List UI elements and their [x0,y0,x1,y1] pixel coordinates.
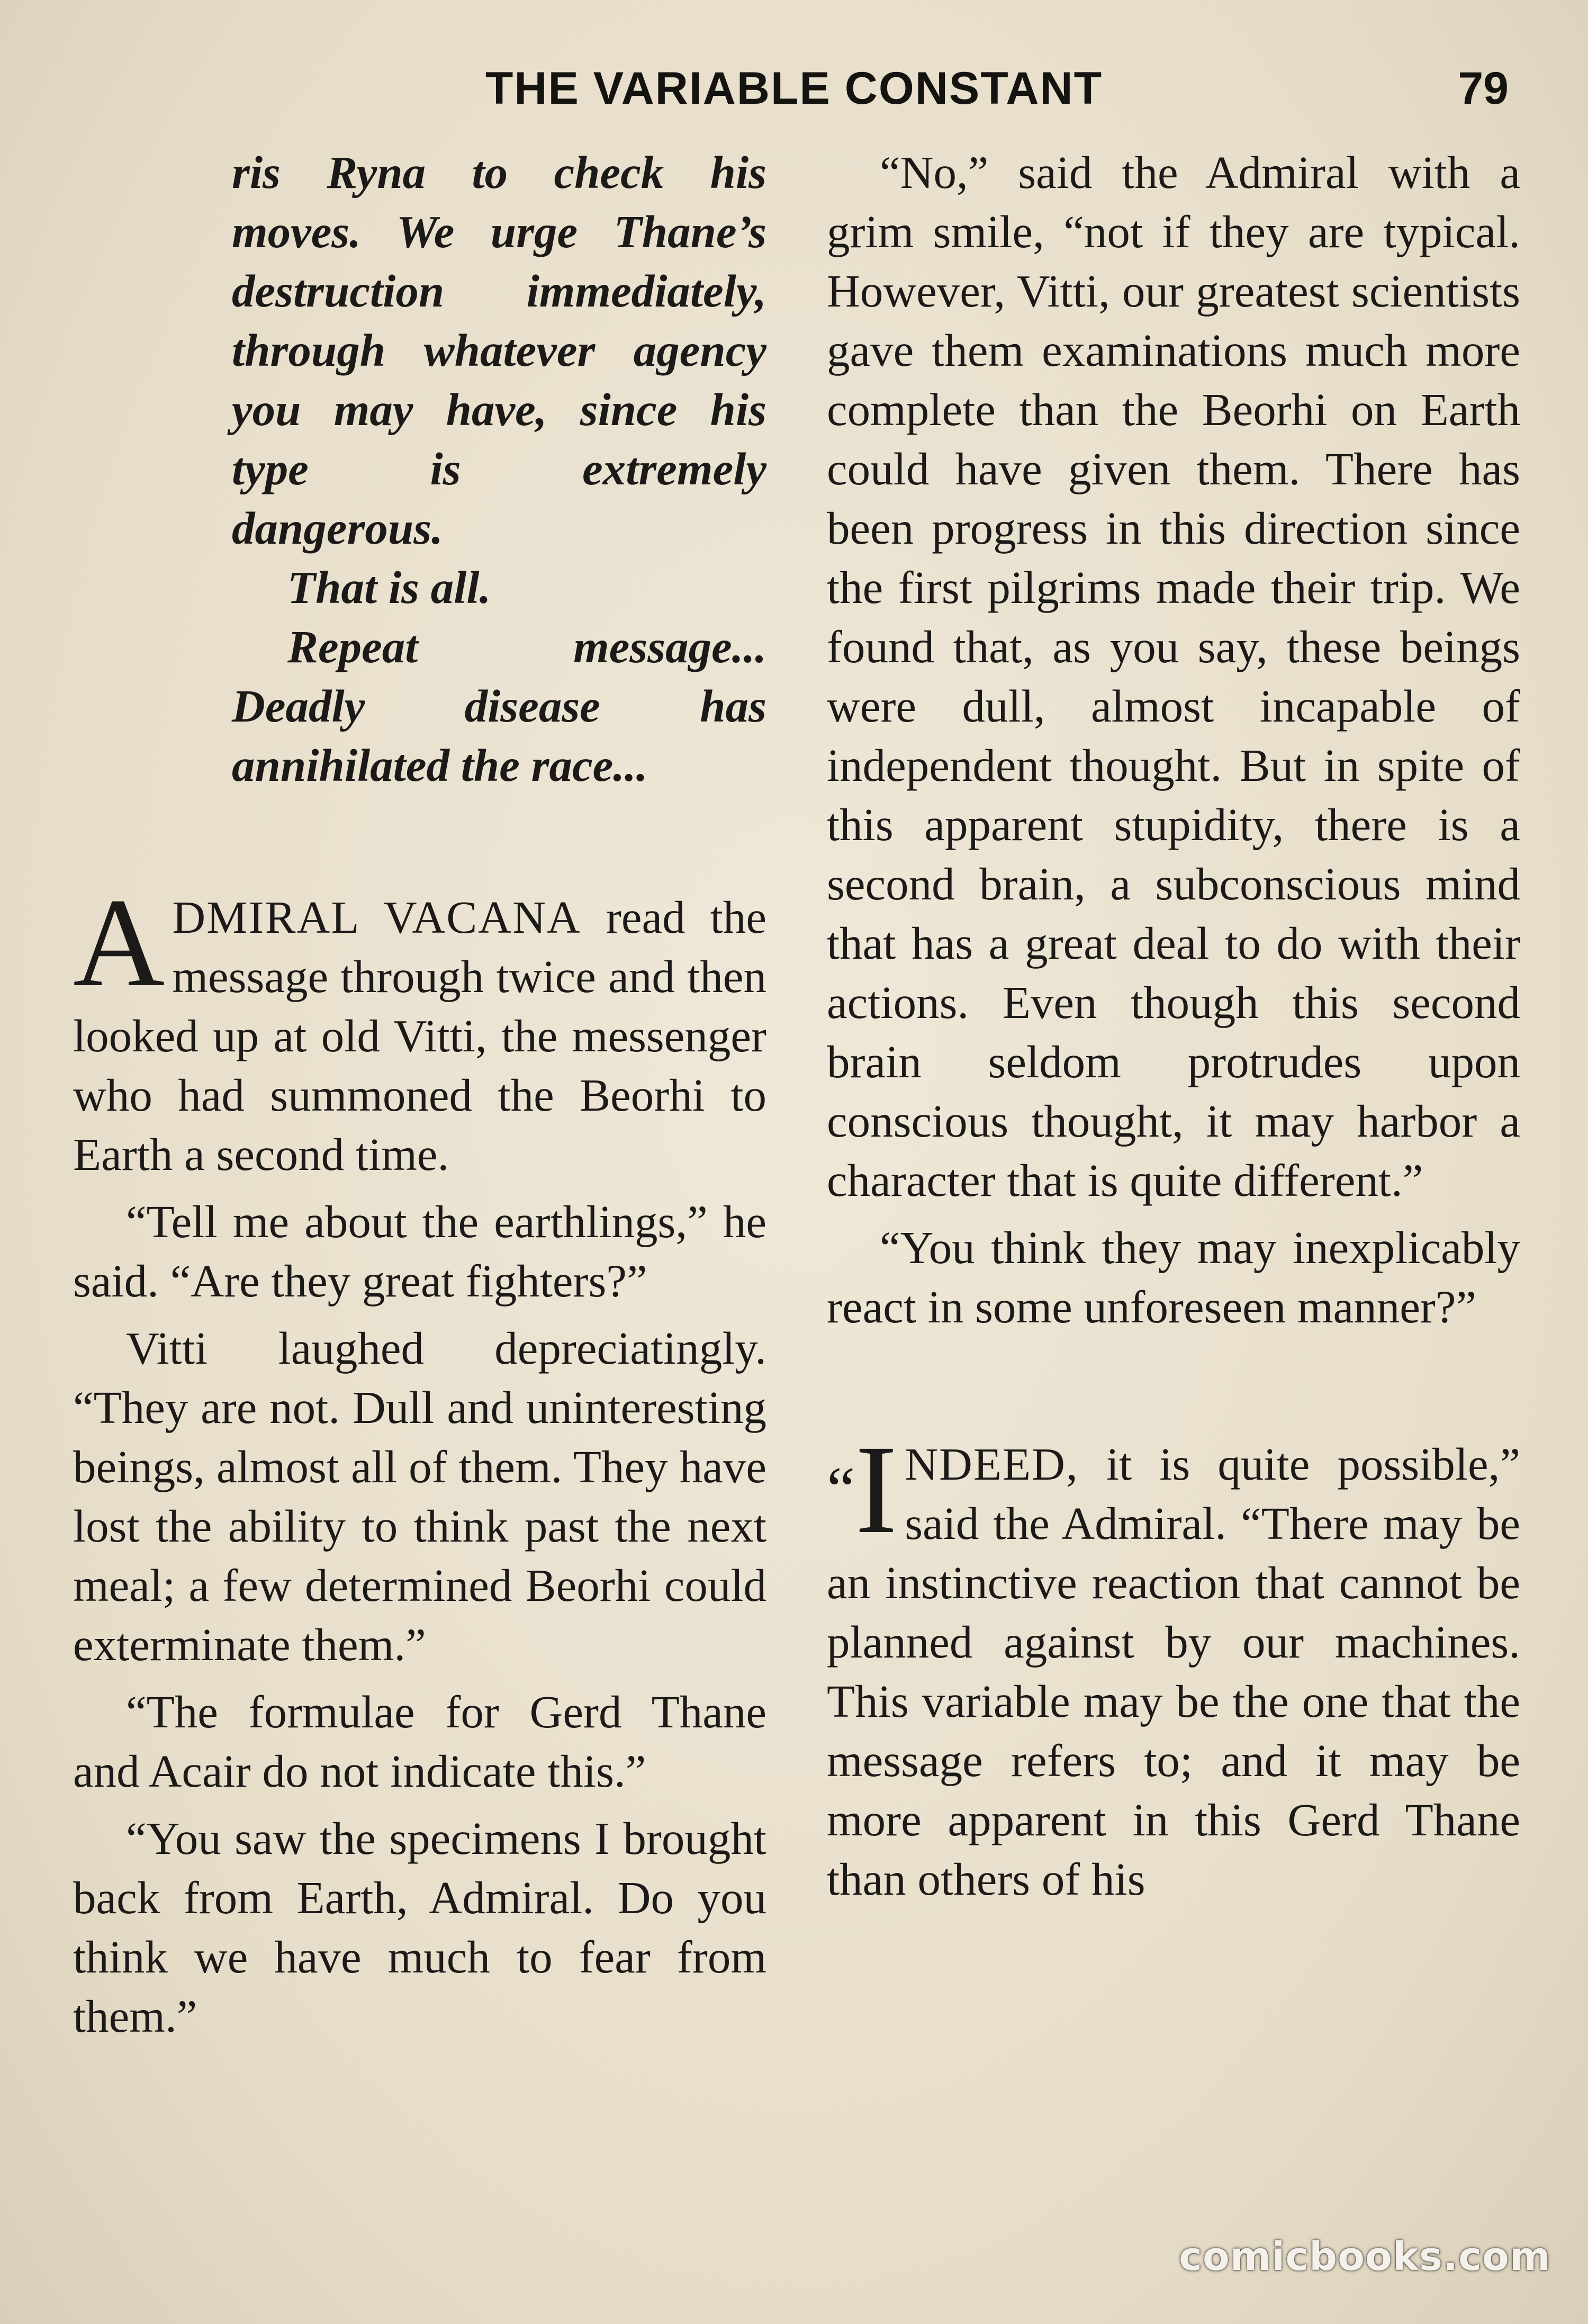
right-column [827,143,1520,1917]
drop-cap-char: I [855,1419,898,1560]
source-watermark: comicbooks.com [1179,2234,1551,2280]
drop-cap-letter: A [73,872,165,1013]
running-header-title: THE VARIABLE CONSTANT [485,63,1103,114]
italic-message-line: ris Ryna to check his moves. We urge Thane’s destruction immediately, through whatever agency you may have, since his type is extremely dangerous. [232,147,766,554]
section-opening-caps: NDEED, [905,1438,1079,1490]
drop-cap-letter [827,1419,898,1560]
body-paragraph: “You think they may inexplicably react in some unforeseen manner?” [827,1222,1520,1332]
body-paragraph: “Tell me about the earthlings,” he said. “Are they great fighters?” [73,1196,766,1307]
body-paragraph: “No,” said the Admiral with a grim smile, “not if they are typical. However, Vitti, our greatest scientists gave them examinations much more complete than the Beorhi on Earth could have given them. There has been progress in this direction since the first pilgrims made their trip. We found that, as you say, these beings were dull, almost incapable of independent thought. But in spite of this apparent stupidity, there is a second brain, a subconscious mind that has a great deal to do with their actions. Even though this second brain seldom protrudes upon conscious thought, it may harbor a character that is quite different.” [827,147,1520,1206]
section-opening-caps: DMIRAL VACANA [172,891,581,943]
italic-message-block [232,143,766,795]
section-break [827,1345,1520,1435]
body-paragraph: Vitti laughed depreciatingly. “They are not. Dull and uninteresting beings, almost all of them. They have lost the ability to think past the next meal; a few determined Beorhi could exterminate them.” [73,1322,766,1670]
drop-cap-quote: “ [827,1454,855,1524]
section-break [73,795,766,888]
body-paragraph: “The formulae for Gerd Thane and Acair do not indicate this.” [73,1686,766,1797]
body-paragraph: “You saw the specimens I brought back from Earth, Admiral. Do you think we have much to fear from them.” [73,1813,766,2042]
left-column [73,143,766,2054]
italic-message-line: Repeat message... Deadly disease has annihilated the race... [232,621,766,791]
italic-message-line: That is all. [287,562,491,613]
paragraph-text: it is quite possible,” said the Admiral. “There may be an instinctive reaction that cannot be planned against by our machines. This variable may be the one that the message refers to; and it may be more apparent in this Gerd Thane than others of his [827,1438,1520,1905]
page-number: 79 [1458,63,1509,114]
body-paragraph [827,1419,1520,1909]
body-paragraph [73,872,766,1184]
paragraph-text: read the message through twice and then looked up at old Vitti, the messenger who had summoned the Beorhi to Earth a second time. [73,891,766,1180]
